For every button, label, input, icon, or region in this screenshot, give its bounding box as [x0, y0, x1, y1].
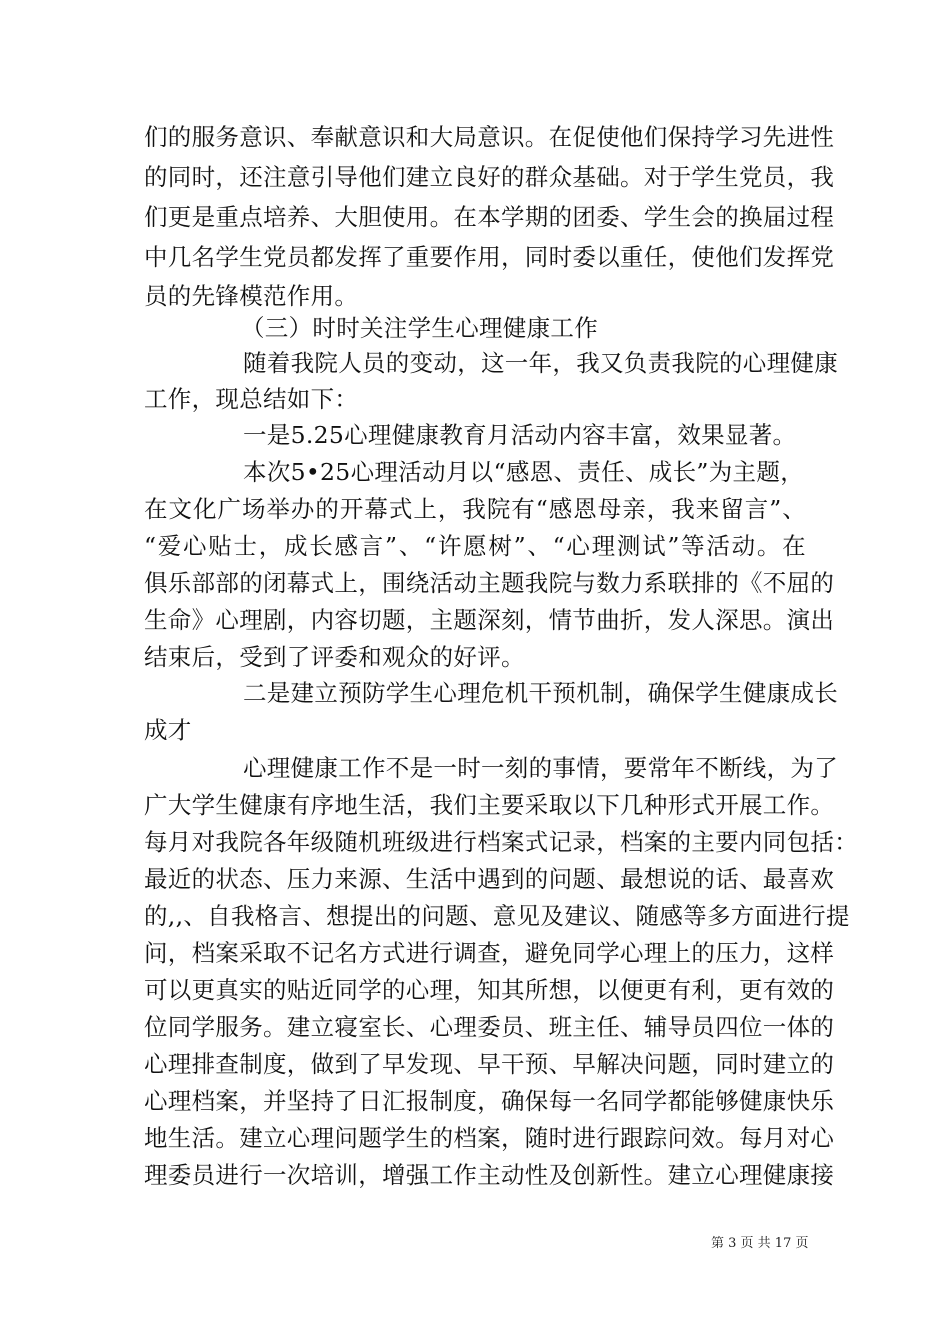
text-line: 随着我院人员的变动，这一年，我又负责我院的心理健康 — [243, 349, 838, 377]
text-line: 中几名学生党员都发挥了重要作用，同时委以重任，使他们发挥党 — [144, 243, 835, 271]
text-line: 地生活。建立心理问题学生的档案，随时进行跟踪问效。每月对心 — [144, 1124, 835, 1152]
text-line: 们更是重点培养、大胆使用。在本学期的团委、学生会的换届过程 — [144, 203, 835, 231]
text-line: 一是5.25心理健康教育月活动内容丰富，效果显著。 — [243, 421, 797, 449]
text-line: 俱乐部部的闭幕式上，围绕活动主题我院与数力系联排的《不屈的 — [144, 569, 835, 597]
text-line: 可以更真实的贴近同学的心理，知其所想，以便更有利，更有效的 — [144, 976, 835, 1004]
text-line: 位同学服务。建立寝室长、心理委员、班主任、辅导员四位一体的 — [144, 1013, 835, 1041]
text-line: 每月对我院各年级随机班级进行档案式记录，档案的主要内同包括： — [144, 828, 858, 856]
page-number: 第 3 页 共 17 页 — [711, 1236, 809, 1251]
text-line: 本次5•25心理活动月以“感恩、责任、成长”为主题， — [243, 458, 804, 486]
section-heading: （三）时时关注学生心理健康工作 — [241, 314, 598, 342]
text-line: 成才 — [144, 716, 192, 744]
text-line: 问，档案采取不记名方式进行调查，避免同学心理上的压力，这样 — [144, 939, 835, 967]
text-line: 工作，现总结如下： — [144, 385, 359, 413]
text-line: 的,,、自我格言、想提出的问题、意见及建议、随感等多方面进行提 — [144, 902, 850, 930]
text-line: 心理排查制度，做到了早发现、早干预、早解决问题，同时建立的 — [144, 1050, 835, 1078]
text-line: 理委员进行一次培训，增强工作主动性及创新性。建立心理健康接 — [144, 1161, 835, 1189]
text-line: 们的服务意识、奉献意识和大局意识。在促使他们保持学习先进性 — [144, 123, 835, 151]
text-line: 广大学生健康有序地生活，我们主要采取以下几种形式开展工作。 — [144, 791, 835, 819]
text-line: 心理健康工作不是一时一刻的事情，要常年不断线，为了 — [243, 754, 838, 782]
text-line: 最近的状态、压力来源、生活中遇到的问题、最想说的话、最喜欢 — [144, 865, 835, 893]
text-line: 的同时，还注意引导他们建立良好的群众基础。对于学生党员，我 — [144, 163, 835, 191]
text-line: 在文化广场举办的开幕式上，我院有“感恩母亲，我来留言”、 — [144, 495, 806, 523]
text-line: 结束后，受到了评委和观众的好评。 — [144, 643, 525, 671]
text-line: 心理档案，并坚持了日汇报制度，确保每一名同学都能够健康快乐 — [144, 1087, 835, 1115]
text-line: 生命》心理剧，内容切题，主题深刻，情节曲折，发人深思。演出 — [144, 606, 835, 634]
text-line: 二是建立预防学生心理危机干预机制，确保学生健康成长 — [243, 679, 838, 707]
text-line: 员的先锋模范作用。 — [144, 282, 359, 310]
text-line: “爱心贴士，成长感言”、“许愿树”、“心理测试”等活动。在 — [144, 532, 806, 560]
